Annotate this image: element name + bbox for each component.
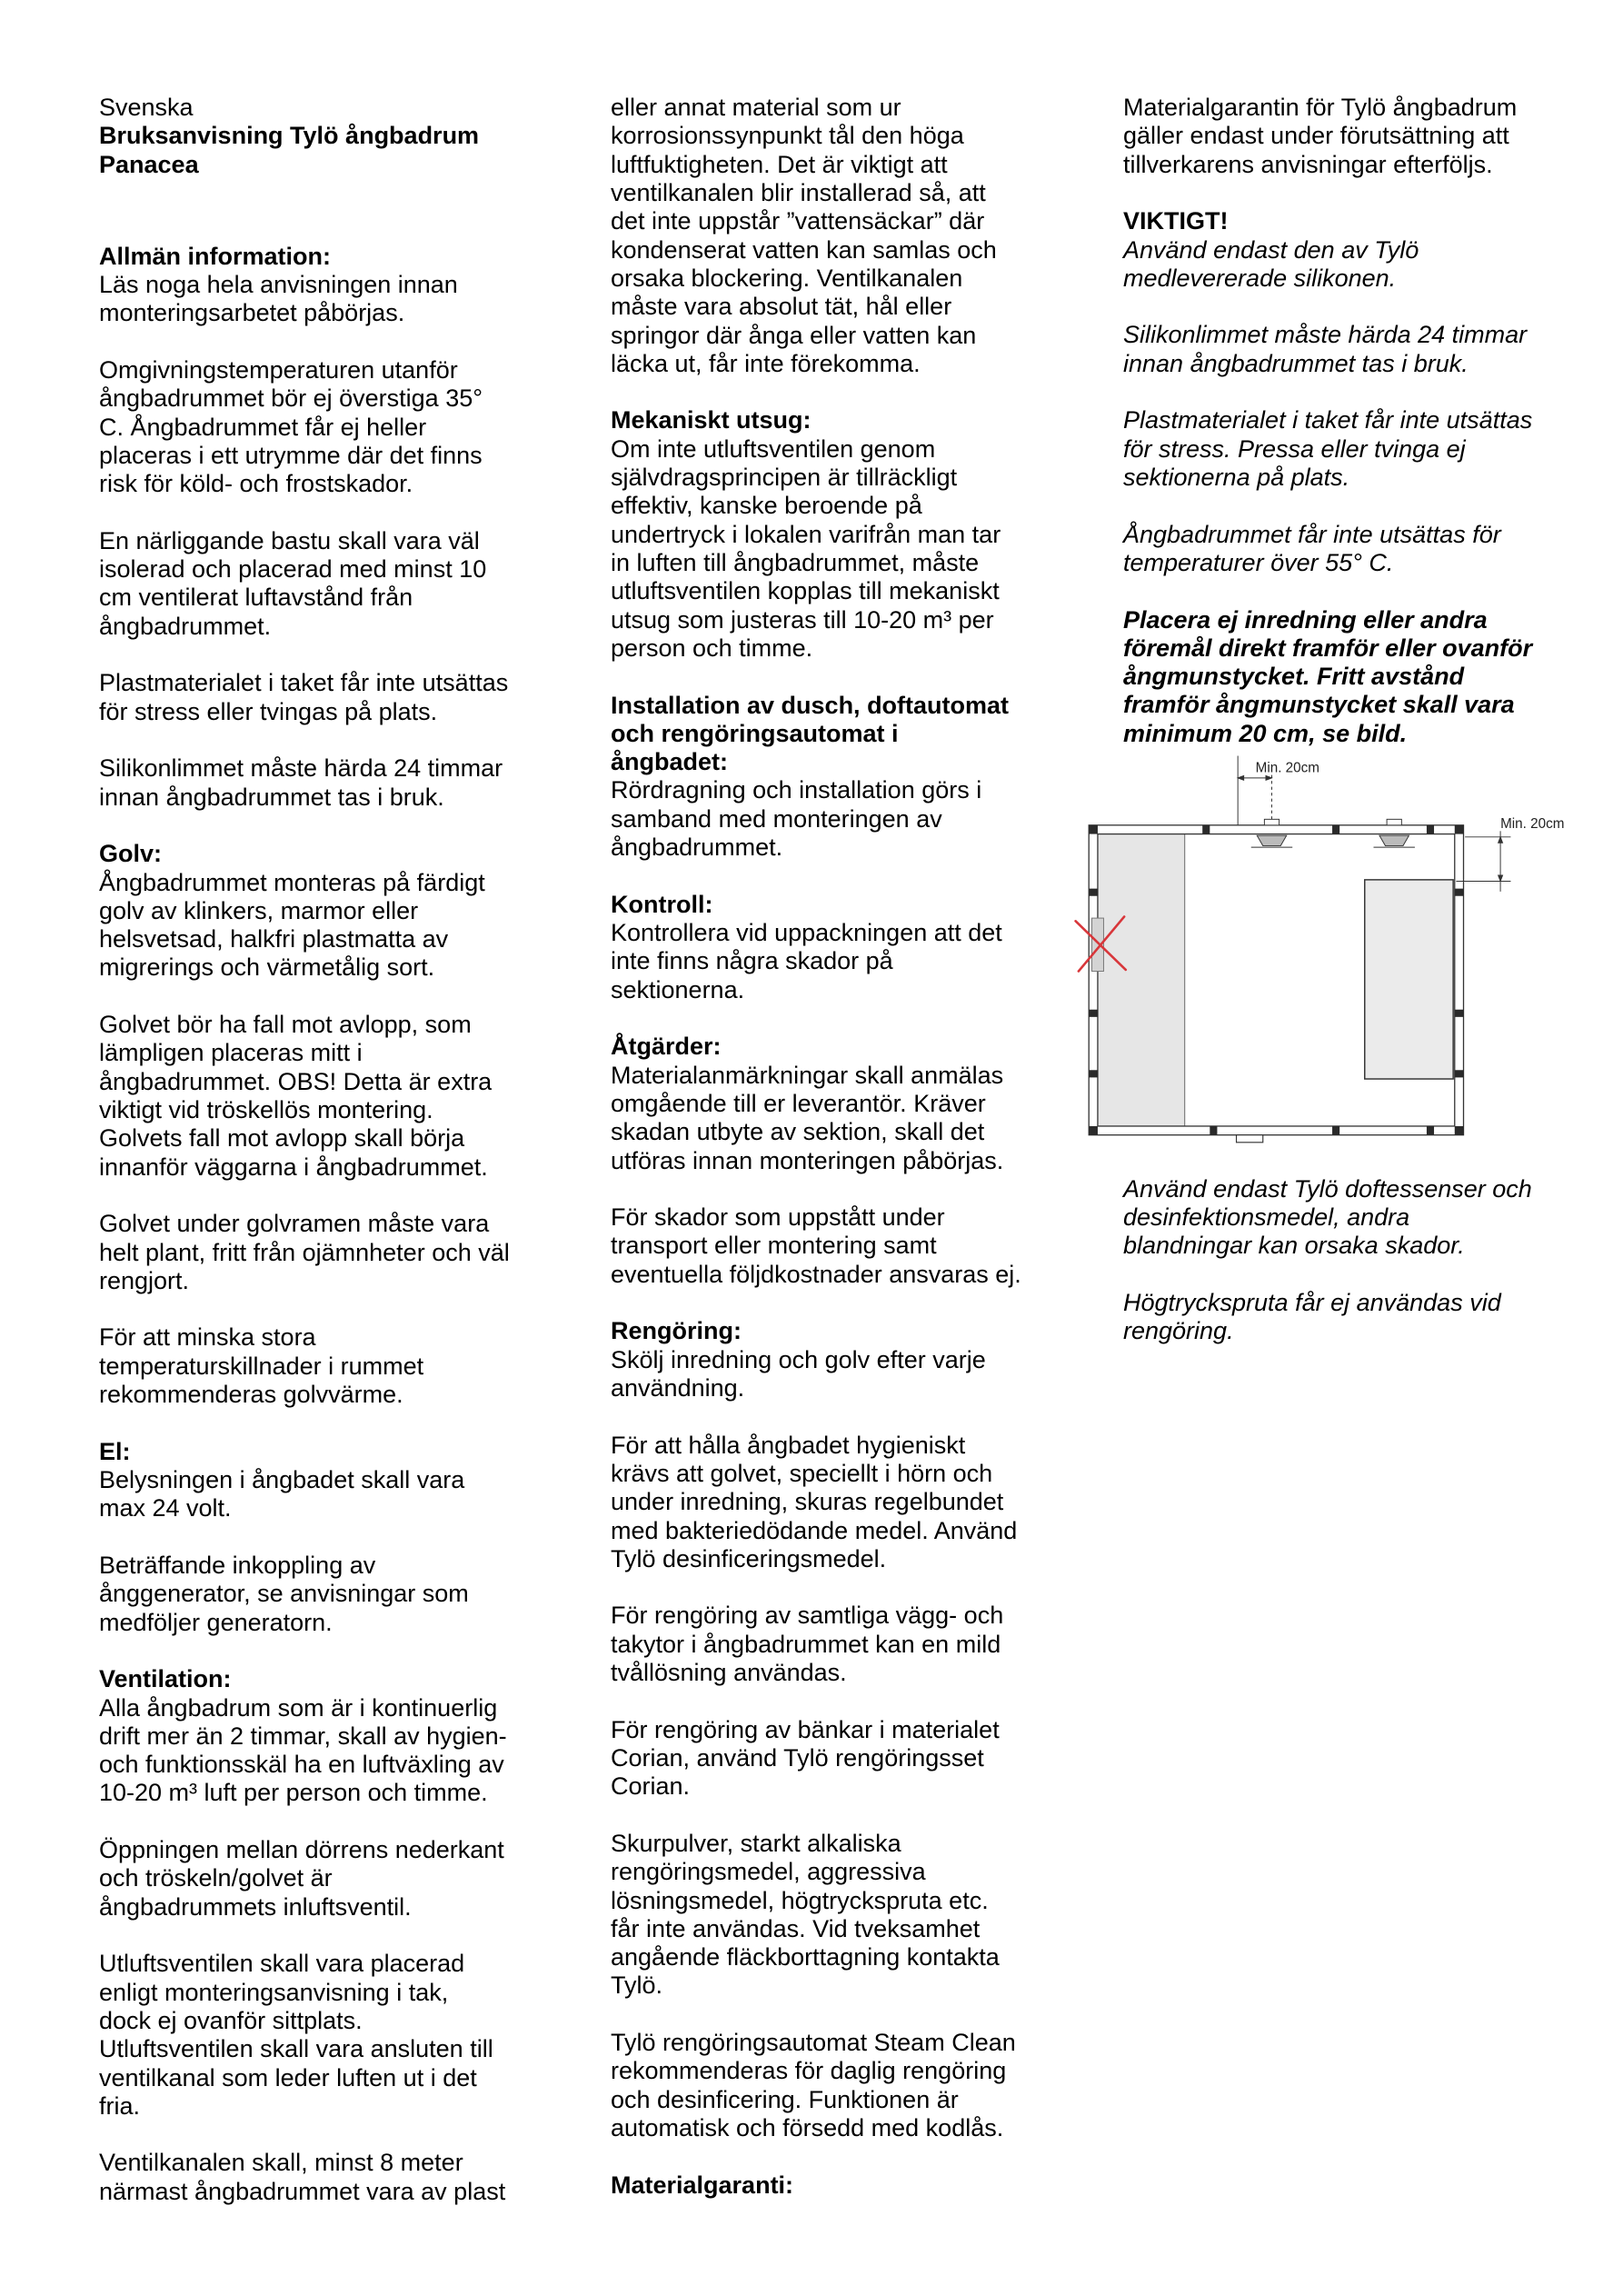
section-floor: [99, 840, 594, 1409]
important-note: Högtryckspruta får ej användas vid rengöring.: [1123, 1288, 1501, 1345]
cleaning-paragraph: Skurpulver, starkt alkaliska rengöringsmedel, aggressiva lösningsmedel, högtryckspruta etc. får inte användas. Vid tveksamhet angående fläckborttagning kontakta Tylö.: [611, 1829, 1000, 2000]
dimension-label-right: Min. 20cm: [1500, 816, 1565, 833]
electricity-paragraph: Beträffande inkoppling av ånggenerator, se anvisningar som medföljer generatorn.: [99, 1551, 469, 1636]
cleaning-paragraph: För att hålla ångbadet hygieniskt krävs att golvet, speciellt i hörn och under inredning, skuras regelbundet med bakteriedödande medel. Använd Tylö desinficeringsmedel.: [611, 1431, 1018, 1572]
cleaning-heading: Rengöring:: [611, 1317, 742, 1345]
important-paragraph: Silikonlimmet måste härda 24 timmar innan ångbadrummet tas i bruk.: [1123, 321, 1528, 377]
section-cleaning: [611, 1317, 1106, 2142]
general-information-paragraph: En närliggande bastu skall vara väl isolerad och placerad med minst 10 cm ventilerat luftavstånd från ångbadrummet.: [99, 526, 487, 640]
document-header: [99, 94, 594, 179]
general-information-paragraph: Omgivningstemperaturen utanför ångbadrummet bör ej överstiga 35° C. Ångbadrummet får ej heller placeras i ett utrymme där det finns risk för köld- och frostskador.: [99, 355, 483, 498]
steam-nozzle-icon: [1251, 819, 1292, 847]
measures-heading: Åtgärder:: [611, 1033, 722, 1061]
column-right: [1123, 94, 1596, 1374]
cleaning-paragraph: För rengöring av bänkar i materialet Corian, använd Tylö rengöringsset Corian.: [611, 1715, 1000, 1801]
electricity-heading: El:: [99, 1437, 131, 1465]
material-warranty-heading: Materialgaranti:: [611, 2171, 794, 2199]
left-bench: [1098, 834, 1185, 1126]
section-inspection: [611, 891, 1106, 1004]
room-layout-diagram: [1062, 750, 1571, 1152]
important-note: Använd endast Tylö doftessenser och desinfektionsmedel, andra blandningar kan orsaka skador.: [1123, 1174, 1532, 1260]
measures-paragraph: För skador som uppstått under transport eller montering samt eventuella följdkostnader ansvaras ej.: [611, 1203, 1021, 1288]
mechanical-exhaust-paragraph: Om inte utluftsventilen genom självdragsprincipen är tillräckligt effektiv, kanske beroende på undertryck i lokalen varifrån man tar in luften till ångbadrummet, måste utluftsventilen kopplas till mekaniskt utsug som justeras till 10-20 m³ per person och timme.: [611, 434, 1001, 662]
door-threshold: [1237, 1135, 1263, 1143]
steam-nozzle-icon: [1373, 819, 1414, 847]
important-paragraph: Använd endast den av Tylö medlevererade silikonen.: [1123, 235, 1419, 292]
electricity-paragraph: Belysningen i ångbadet skall vara max 24 volt.: [99, 1466, 465, 1522]
language-label: Svenska: [99, 94, 194, 121]
column-left: [99, 94, 594, 2234]
important-heading: VIKTIGT!: [1123, 207, 1229, 235]
floor-paragraph: Golvet under golvramen måste vara helt plant, fritt från ojämnheter och väl rengjort.: [99, 1210, 510, 1294]
installation-paragraph: Rördragning och installation görs i samband med monteringen av ångbadrummet.: [611, 776, 982, 862]
dimension-label-top: Min. 20cm: [1255, 760, 1319, 776]
general-information-paragraph: Plastmaterialet i taket får inte utsättas för stress eller tvingas på plats.: [99, 669, 509, 725]
ventilation-paragraph: Ventilkanalen skall, minst 8 meter närmast ångbadrummet vara av plast: [99, 2149, 506, 2205]
section-mechanical-exhaust: [611, 406, 1106, 663]
right-bench: [1365, 880, 1453, 1079]
floor-paragraph: För att minska stora temperaturskillnader i rummet rekommenderas golvvärme.: [99, 1323, 424, 1409]
inspection-heading: Kontroll:: [611, 890, 713, 918]
column-middle: [611, 94, 1106, 2200]
inspection-paragraph: Kontrollera vid uppackningen att det inte finns några skador på sektionerna.: [611, 919, 1002, 1003]
general-information-paragraph: Läs noga hela anvisningen innan monteringsarbetet påbörjas.: [99, 271, 458, 327]
dimension-line-right: [1456, 831, 1510, 892]
floor-paragraph: Ångbadrummet monteras på färdigt golv av klinkers, marmor eller helsvetsad, halkfri plastmatta av migrerings och värmetålig sort.: [99, 868, 485, 982]
document-title: Bruksanvisning Tylö ångbadrum Panacea: [99, 122, 480, 178]
section-installation: [611, 692, 1106, 863]
section-electricity: [99, 1438, 594, 1637]
ventilation-heading: Ventilation:: [99, 1665, 232, 1693]
cleaning-paragraph: För rengöring av samtliga vägg- och takytor i ångbadrummet kan en mild tvållösning användas.: [611, 1602, 1004, 1687]
nozzle-clearance-warning: Placera ej inredning eller andra föremål direkt framför eller ovanför ångmunstycket. Fritt avstånd framför ångmunstycket skall vara minimum 20 cm, se bild.: [1123, 605, 1533, 747]
general-information-heading: Allmän information:: [99, 242, 331, 270]
cleaning-paragraph: Skölj inredning och golv efter varje användning.: [611, 1345, 986, 1402]
mechanical-exhaust-heading: Mekaniskt utsug:: [611, 406, 812, 434]
floor-paragraph: Golvet bör ha fall mot avlopp, som lämpligen placeras mitt i ångbadrummet. OBS! Detta är extra viktigt vid tröskellös montering. Golvets fall mot avlopp skall börja innanför väggarna i ångbadrummet.: [99, 1011, 493, 1181]
ventilation-paragraph: Öppningen mellan dörrens nederkant och tröskeln/golvet är ångbadrummets inluftsventil.: [99, 1836, 504, 1921]
section-general-information: [99, 243, 594, 812]
ventilation-paragraph: Alla ångbadrum som är i kontinuerlig drift mer än 2 timmar, skall av hygien- och funktionsskäl ha en luftväxling av 10-20 m³ luft per person och timme.: [99, 1693, 507, 1807]
important-paragraph: Ångbadrummet får inte utsättas för temperaturer över 55° C.: [1123, 520, 1501, 576]
general-information-paragraph: Silikonlimmet måste härda 24 timmar innan ångbadrummet tas i bruk.: [99, 754, 503, 811]
floor-heading: Golv:: [99, 840, 163, 868]
section-ventilation: [99, 1665, 594, 2206]
section-measures: [611, 1033, 1106, 1289]
cleaning-paragraph: Tylö rengöringsautomat Steam Clean rekommenderas för daglig rengöring och desinficering. Funktionen är automatisk och försedd med kodlås.: [611, 2029, 1016, 2142]
installation-heading: Installation av dusch, doftautomat och rengöringsautomat i ångbadet:: [611, 691, 1010, 776]
ventilation-paragraph: Utluftsventilen skall vara placerad enligt monteringsanvisning i tak, dock ej ovanför sittplats. Utluftsventilen skall vara ansluten till ventilkanal som leder luften ut i det fria.: [99, 1950, 493, 2120]
ventilation-paragraph-continued: eller annat material som ur korrosionssynpunkt tål den höga luftfuktigheten. Det är viktigt att ventilkanalen blir installerad så, att det inte uppstår ”vattensäckar” där kondenserat vatten kan samlas och orsaka blockering. Ventilkanalen måste vara absolut tät, hål eller springor där ånga eller vatten kan läcka ut, får inte förekomma.: [611, 94, 997, 377]
important-paragraph: Plastmaterialet i taket får inte utsättas för stress. Pressa eller tvinga ej sektionerna på plats.: [1123, 406, 1533, 492]
measures-paragraph: Materialanmärkningar skall anmälas omgående till er leverantör. Kräver skadan utbyte av sektion, skall det utföras innan monteringen påbörjas.: [611, 1061, 1004, 1174]
material-warranty-paragraph: Materialgarantin för Tylö ångbadrum gäller endast under förutsättning att tillverkarens anvisningar efterföljs.: [1123, 94, 1518, 178]
